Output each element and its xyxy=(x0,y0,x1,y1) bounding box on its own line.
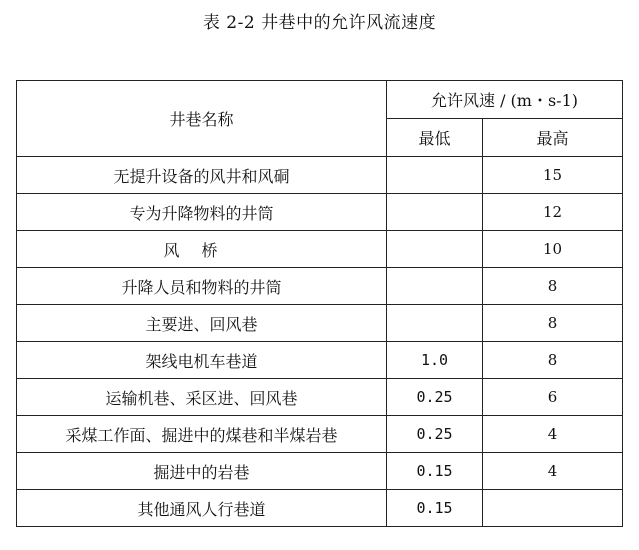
row-max: 4 xyxy=(483,453,623,490)
row-name: 掘进中的岩巷 xyxy=(17,453,387,490)
table-row xyxy=(17,490,623,527)
row-min: 0.25 xyxy=(387,379,483,416)
row-max: 8 xyxy=(483,268,623,305)
table-row xyxy=(17,416,623,453)
table-row xyxy=(17,342,623,379)
row-name: 架线电机车巷道 xyxy=(17,342,387,379)
row-max: 4 xyxy=(483,416,623,453)
row-name: 风桥 xyxy=(17,231,387,268)
row-name: 采煤工作面、掘进中的煤巷和半煤岩巷 xyxy=(17,416,387,453)
row-min xyxy=(387,268,483,305)
table-row xyxy=(17,231,623,268)
header-max: 最高 xyxy=(483,119,623,157)
row-max: 8 xyxy=(483,342,623,379)
row-min xyxy=(387,194,483,231)
row-max: 8 xyxy=(483,305,623,342)
row-min xyxy=(387,157,483,194)
row-min: 0.15 xyxy=(387,490,483,527)
table-caption: 表 2-2 井巷中的允许风流速度 xyxy=(202,13,437,33)
row-min: 0.15 xyxy=(387,453,483,490)
table-row xyxy=(17,194,623,231)
header-min: 最低 xyxy=(387,119,483,157)
row-max: 12 xyxy=(483,194,623,231)
row-max xyxy=(483,490,623,527)
header-speed: 允许风速 / (m・s-1) xyxy=(387,81,623,119)
row-name: 运输机巷、采区进、回风巷 xyxy=(17,379,387,416)
row-name: 无提升设备的风井和风硐 xyxy=(17,157,387,194)
row-name: 升降人员和物料的井筒 xyxy=(17,268,387,305)
table-row xyxy=(17,453,623,490)
row-max: 6 xyxy=(483,379,623,416)
row-max: 15 xyxy=(483,157,623,194)
row-min xyxy=(387,305,483,342)
row-name: 专为升降物料的井筒 xyxy=(17,194,387,231)
row-min: 0.25 xyxy=(387,416,483,453)
header-row-1 xyxy=(17,81,623,119)
table-row xyxy=(17,157,623,194)
row-min: 1.0 xyxy=(387,342,483,379)
row-max: 10 xyxy=(483,231,623,268)
table-row xyxy=(17,379,623,416)
table-row xyxy=(17,268,623,305)
header-name: 井巷名称 xyxy=(17,81,387,157)
table-row xyxy=(17,305,623,342)
row-min xyxy=(387,231,483,268)
wind-speed-table xyxy=(16,80,623,527)
row-name: 主要进、回风巷 xyxy=(17,305,387,342)
row-name: 其他通风人行巷道 xyxy=(17,490,387,527)
